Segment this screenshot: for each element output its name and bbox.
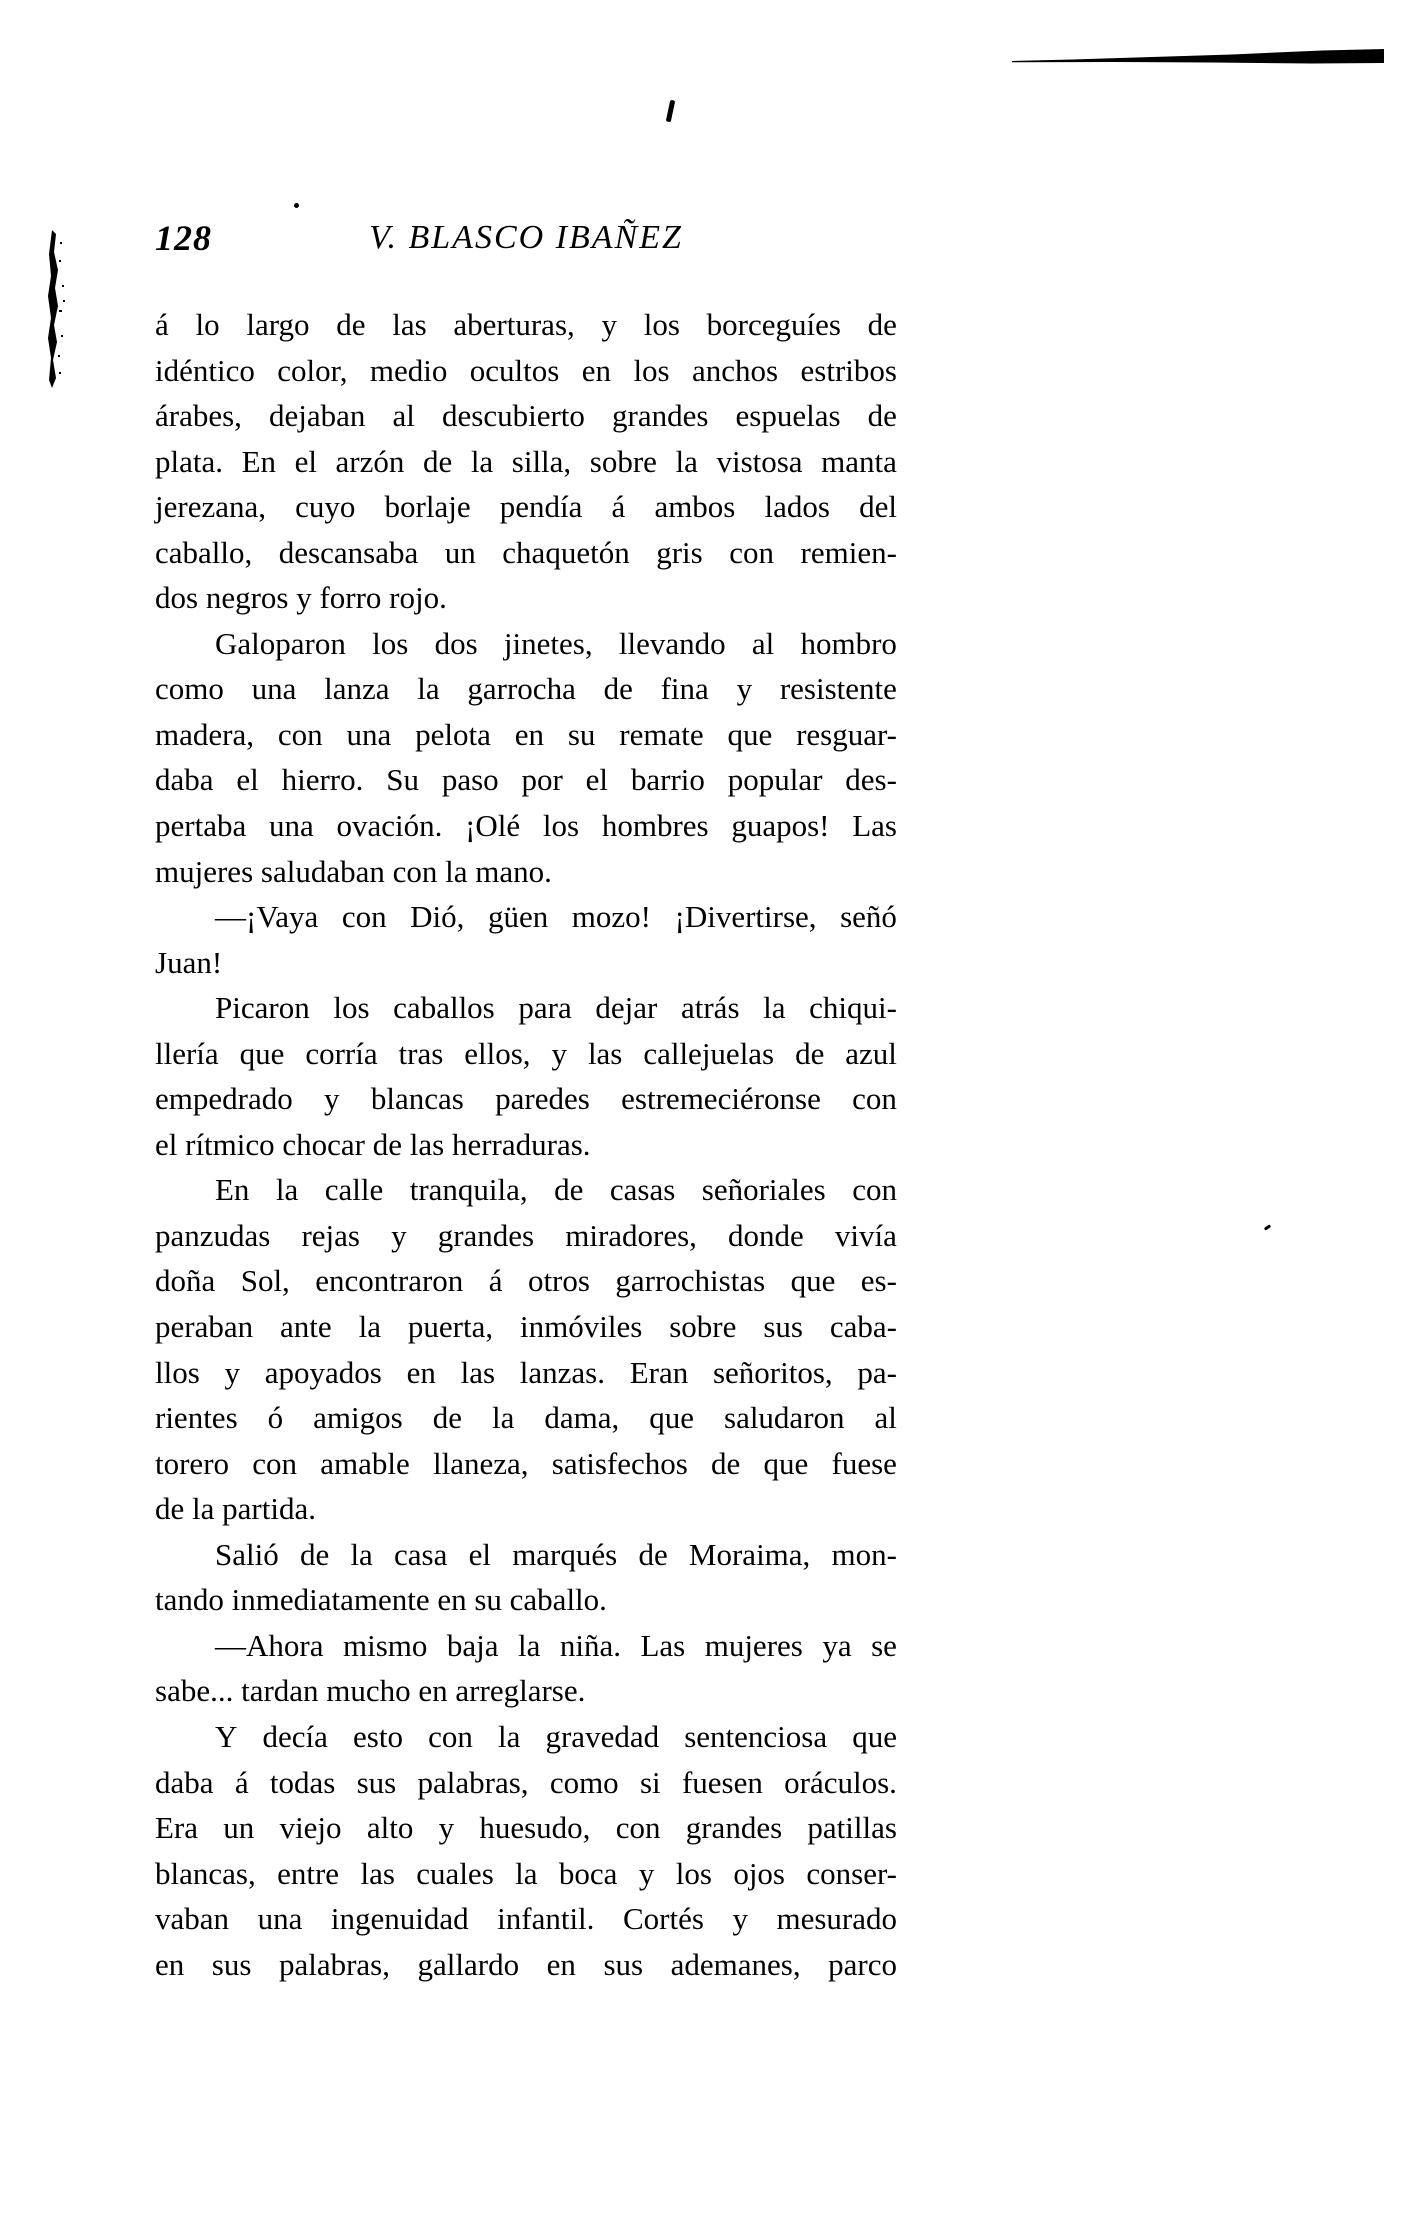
word: de bbox=[432, 1400, 462, 1436]
text-line: sabe... tardan mucho en arreglarse. bbox=[155, 1673, 586, 1709]
word: infantil. bbox=[497, 1901, 595, 1937]
text-line: el rítmico chocar de las herraduras. bbox=[155, 1126, 591, 1162]
text-line bbox=[155, 985, 897, 1031]
running-title: V. BLASCO IBAÑEZ bbox=[369, 219, 683, 256]
scan-speck bbox=[1264, 1224, 1271, 1230]
word: llería bbox=[155, 1035, 219, 1071]
word: á bbox=[234, 1764, 249, 1800]
word: la bbox=[675, 443, 698, 479]
word: tras bbox=[398, 1035, 444, 1071]
word: que bbox=[763, 1445, 809, 1481]
text-line bbox=[155, 1441, 897, 1487]
word: con bbox=[341, 899, 387, 935]
word: en bbox=[546, 1946, 576, 1982]
text-line bbox=[155, 530, 897, 576]
word: fina bbox=[660, 671, 709, 707]
word: las bbox=[360, 1855, 395, 1891]
word: sobre bbox=[669, 1309, 737, 1345]
word: arzón bbox=[335, 443, 405, 479]
word: los bbox=[675, 1855, 712, 1891]
word: espuelas bbox=[735, 398, 841, 434]
word: patillas bbox=[807, 1810, 897, 1846]
word: gallardo bbox=[417, 1946, 520, 1982]
word: el bbox=[236, 762, 259, 798]
word: con bbox=[615, 1810, 661, 1846]
word: gris bbox=[656, 534, 703, 570]
text-line bbox=[155, 1258, 897, 1304]
word: en bbox=[581, 352, 612, 388]
text-line bbox=[155, 1395, 897, 1441]
word: todas bbox=[269, 1764, 336, 1800]
word: caba- bbox=[829, 1309, 897, 1345]
word: ante bbox=[280, 1309, 332, 1345]
word: otros bbox=[527, 1263, 590, 1299]
word: corría bbox=[305, 1035, 378, 1071]
word: En bbox=[215, 1172, 250, 1208]
word: fuesen bbox=[681, 1764, 763, 1800]
text-line bbox=[155, 1350, 897, 1396]
word: llaneza, bbox=[433, 1445, 529, 1481]
word: doña bbox=[155, 1263, 216, 1299]
word: chiqui- bbox=[809, 990, 897, 1026]
word: la bbox=[275, 1172, 299, 1208]
word: grandes bbox=[612, 398, 709, 434]
word: á bbox=[611, 489, 626, 525]
word: si bbox=[639, 1764, 661, 1800]
word: las bbox=[587, 1035, 623, 1071]
word: color, bbox=[277, 352, 348, 388]
word: Sol, bbox=[240, 1263, 290, 1299]
text-line bbox=[155, 1076, 897, 1122]
text-line bbox=[155, 666, 897, 712]
body-text bbox=[155, 302, 897, 1987]
word: barrio bbox=[630, 762, 705, 798]
word: puerta, bbox=[407, 1309, 494, 1345]
word: ademanes, bbox=[670, 1946, 801, 1982]
word: que bbox=[790, 1263, 836, 1299]
word: el bbox=[585, 762, 609, 798]
word: garrochistas bbox=[615, 1263, 766, 1299]
word: mujeres bbox=[704, 1627, 803, 1663]
word: borlaje bbox=[384, 489, 471, 525]
word: un bbox=[223, 1810, 255, 1846]
text-line bbox=[155, 1942, 897, 1988]
word: en bbox=[406, 1354, 436, 1390]
word: su bbox=[567, 716, 596, 752]
page-number: 128 bbox=[155, 218, 212, 258]
word: es- bbox=[860, 1263, 897, 1299]
word: vivía bbox=[834, 1217, 897, 1253]
text-line bbox=[155, 712, 897, 758]
word: peraban bbox=[155, 1309, 254, 1345]
word: y bbox=[638, 1855, 655, 1891]
word: ¡Olé bbox=[465, 808, 521, 844]
word: los bbox=[372, 625, 409, 661]
word: se bbox=[871, 1627, 897, 1663]
word: resistente bbox=[779, 671, 897, 707]
scan-tick-mark bbox=[666, 100, 675, 123]
word: lo bbox=[195, 307, 220, 342]
word: de bbox=[867, 307, 897, 342]
word: Las bbox=[640, 1627, 686, 1663]
text-line bbox=[155, 1714, 897, 1760]
page-header bbox=[155, 216, 897, 262]
word: dama, bbox=[544, 1400, 620, 1436]
word: palabras, bbox=[278, 1946, 390, 1982]
word: —Ahora bbox=[215, 1627, 324, 1663]
word: niña. bbox=[559, 1627, 621, 1663]
word: estribos bbox=[800, 352, 897, 388]
word: y bbox=[732, 1901, 748, 1937]
word: Dió, bbox=[410, 899, 465, 935]
word: largo bbox=[246, 307, 310, 342]
word: con bbox=[252, 1445, 298, 1481]
word: y bbox=[324, 1081, 340, 1117]
word: decía bbox=[262, 1718, 328, 1754]
scan-streak-top-right bbox=[1012, 46, 1384, 66]
word: En bbox=[241, 443, 277, 479]
word: un bbox=[444, 534, 476, 570]
word: ocultos bbox=[469, 352, 560, 388]
word: pendía bbox=[499, 489, 583, 525]
word: satisfechos bbox=[551, 1445, 688, 1481]
word: dejar bbox=[595, 990, 658, 1026]
word: lanzas. bbox=[519, 1354, 605, 1390]
word: guapos! bbox=[731, 808, 830, 844]
word: en bbox=[514, 716, 544, 752]
word: rejas bbox=[301, 1217, 360, 1253]
word: los bbox=[643, 307, 680, 342]
word: Picaron bbox=[215, 990, 310, 1026]
word: y bbox=[601, 307, 617, 342]
word: para bbox=[518, 990, 572, 1026]
word: hombro bbox=[800, 625, 897, 661]
word: la bbox=[358, 1309, 381, 1345]
word: en bbox=[155, 1946, 185, 1982]
text-line bbox=[155, 803, 897, 849]
word: vaban bbox=[155, 1901, 230, 1937]
word: amable bbox=[320, 1445, 410, 1481]
word: torero bbox=[155, 1445, 230, 1481]
word: de bbox=[554, 1172, 584, 1208]
word: resguar- bbox=[796, 716, 897, 752]
word: lados bbox=[764, 489, 830, 525]
word: el bbox=[294, 443, 317, 479]
word: lanza bbox=[324, 671, 390, 707]
word: de bbox=[603, 671, 633, 707]
word: que bbox=[727, 716, 773, 752]
word: gravedad bbox=[545, 1718, 660, 1754]
word: parco bbox=[828, 1946, 897, 1982]
word: y bbox=[551, 1035, 567, 1071]
word: garrocha bbox=[467, 671, 576, 707]
word: la bbox=[515, 1855, 538, 1891]
word: hierro. bbox=[281, 762, 364, 798]
word: —¡Vaya bbox=[215, 899, 319, 935]
word: ovación. bbox=[336, 808, 443, 844]
word: Era bbox=[155, 1810, 199, 1846]
word: ó bbox=[267, 1400, 284, 1436]
word: la bbox=[517, 1627, 541, 1663]
word: viejo bbox=[279, 1810, 342, 1846]
word: grandes bbox=[685, 1810, 783, 1846]
word: la bbox=[470, 443, 494, 479]
word: los bbox=[633, 352, 670, 388]
word: los bbox=[542, 808, 580, 844]
word: mismo bbox=[342, 1627, 428, 1663]
text-line bbox=[155, 757, 897, 803]
word: y bbox=[391, 1217, 407, 1253]
word: tranquila, bbox=[409, 1172, 528, 1208]
word: oráculos. bbox=[784, 1764, 897, 1800]
word: que bbox=[649, 1400, 694, 1436]
word: sus bbox=[603, 1946, 644, 1982]
word: des- bbox=[845, 762, 897, 798]
word: casa bbox=[394, 1536, 448, 1572]
word: dejaban bbox=[269, 398, 366, 434]
word: la bbox=[497, 1718, 521, 1754]
word: ambos bbox=[654, 489, 736, 525]
word: blancas bbox=[370, 1081, 464, 1117]
text-line bbox=[155, 1532, 897, 1578]
word: ya bbox=[822, 1627, 852, 1663]
word: de bbox=[795, 1035, 825, 1071]
word: sobre bbox=[589, 443, 657, 479]
word: ingenuidad bbox=[330, 1901, 469, 1937]
word: de bbox=[638, 1536, 668, 1572]
word: remien- bbox=[800, 534, 897, 570]
word: calle bbox=[324, 1172, 384, 1208]
text-line bbox=[155, 1896, 897, 1942]
word: donde bbox=[728, 1217, 804, 1253]
word: sentenciosa bbox=[684, 1718, 828, 1754]
text-line bbox=[155, 1623, 897, 1669]
word: rientes bbox=[155, 1400, 238, 1436]
word: encontraron bbox=[315, 1263, 464, 1299]
word: descansaba bbox=[278, 534, 419, 570]
word: con bbox=[729, 534, 775, 570]
word: Cortés bbox=[622, 1901, 704, 1937]
word: al bbox=[874, 1400, 897, 1436]
word: caballo, bbox=[155, 534, 253, 570]
text-line bbox=[155, 302, 897, 348]
word: de bbox=[867, 398, 897, 434]
word: Las bbox=[852, 808, 897, 844]
word: señoritos, bbox=[712, 1354, 833, 1390]
word: las bbox=[392, 307, 427, 342]
word: jinetes, bbox=[503, 625, 593, 661]
text-line bbox=[155, 1304, 897, 1350]
word: á bbox=[488, 1263, 503, 1299]
text-line bbox=[155, 1805, 897, 1851]
word: popular bbox=[727, 762, 823, 798]
word: huesudo, bbox=[479, 1810, 591, 1846]
word: daba bbox=[155, 1764, 214, 1800]
word: ellos, bbox=[464, 1035, 531, 1071]
word: apoyados bbox=[264, 1354, 382, 1390]
word: que bbox=[239, 1035, 285, 1071]
word: atrás bbox=[680, 990, 740, 1026]
word: Su bbox=[386, 762, 419, 798]
word: baja bbox=[446, 1627, 499, 1663]
word: con bbox=[852, 1172, 897, 1208]
word: descubierto bbox=[442, 398, 585, 434]
text-line bbox=[155, 621, 897, 667]
word: la bbox=[491, 1400, 515, 1436]
word: esto bbox=[353, 1718, 403, 1754]
word: el bbox=[468, 1536, 491, 1572]
word: fuese bbox=[831, 1445, 897, 1481]
word: sus bbox=[211, 1946, 252, 1982]
word: una bbox=[346, 716, 392, 752]
word: señó bbox=[840, 899, 897, 935]
scan-blot-left-margin bbox=[46, 230, 68, 388]
word: inmóviles bbox=[520, 1309, 643, 1345]
word: pertaba bbox=[155, 808, 247, 844]
word: Galoparon bbox=[215, 625, 346, 661]
word: güen bbox=[487, 899, 549, 935]
word: la bbox=[763, 990, 786, 1026]
word: miradores, bbox=[565, 1217, 697, 1253]
word: anchos bbox=[692, 352, 779, 388]
word: jerezana, bbox=[155, 489, 266, 525]
text-line bbox=[155, 1760, 897, 1806]
word: callejuelas bbox=[643, 1035, 775, 1071]
word: medio bbox=[369, 352, 448, 388]
word: los bbox=[333, 990, 370, 1026]
word: y bbox=[736, 671, 753, 707]
word: chaquetón bbox=[502, 534, 630, 570]
word: conser- bbox=[806, 1855, 897, 1891]
word: con bbox=[852, 1081, 897, 1117]
word: dos bbox=[434, 625, 478, 661]
word: plata. bbox=[155, 443, 223, 479]
word: azul bbox=[845, 1035, 897, 1071]
word: la bbox=[350, 1536, 373, 1572]
word: llos bbox=[155, 1354, 200, 1390]
text-line: de la partida. bbox=[155, 1491, 316, 1527]
word: manta bbox=[821, 443, 897, 479]
word: árabes, bbox=[155, 398, 242, 434]
word: caballos bbox=[393, 990, 495, 1026]
word: ojos bbox=[733, 1855, 785, 1891]
text-line bbox=[155, 1167, 897, 1213]
text-line bbox=[155, 484, 897, 530]
word: saludaron bbox=[724, 1400, 845, 1436]
word: alto bbox=[366, 1810, 414, 1846]
word: como bbox=[549, 1764, 619, 1800]
word: pa- bbox=[857, 1354, 897, 1390]
word: las bbox=[460, 1354, 496, 1390]
word: Moraima, bbox=[688, 1536, 811, 1572]
text-line: dos negros y forro rojo. bbox=[155, 580, 447, 616]
word: y bbox=[224, 1354, 241, 1390]
word: con bbox=[428, 1718, 473, 1754]
word: aberturas, bbox=[453, 307, 575, 342]
text-line bbox=[155, 393, 897, 439]
word: la bbox=[417, 671, 440, 707]
word: Y bbox=[215, 1718, 238, 1754]
word: de bbox=[422, 443, 453, 479]
word: madera, bbox=[155, 716, 254, 752]
text-line bbox=[155, 894, 897, 940]
word: por bbox=[521, 762, 563, 798]
word: á bbox=[155, 307, 169, 342]
word: de bbox=[711, 1445, 741, 1481]
text-line bbox=[155, 1031, 897, 1077]
word: silla, bbox=[511, 443, 572, 479]
word: amigos bbox=[313, 1400, 403, 1436]
word: blancas, bbox=[155, 1855, 256, 1891]
word: idéntico bbox=[155, 352, 255, 388]
word: estremeciéronse bbox=[621, 1081, 821, 1117]
word: cuyo bbox=[295, 489, 356, 525]
text-line: tando inmediatamente en su caballo. bbox=[155, 1582, 607, 1618]
word: como bbox=[155, 671, 224, 707]
word: señoriales bbox=[701, 1172, 826, 1208]
text-line bbox=[155, 1213, 897, 1259]
word: mesurado bbox=[776, 1901, 897, 1937]
word: paredes bbox=[495, 1081, 590, 1117]
word: una bbox=[257, 1901, 303, 1937]
word: paso bbox=[441, 762, 499, 798]
word: casas bbox=[609, 1172, 676, 1208]
word: vistosa bbox=[716, 443, 803, 479]
word: empedrado bbox=[155, 1081, 293, 1117]
word: una bbox=[268, 808, 314, 844]
text-line bbox=[155, 348, 897, 394]
word: remate bbox=[619, 716, 704, 752]
word: mozo! bbox=[571, 899, 651, 935]
word: pelota bbox=[415, 716, 491, 752]
word: Eran bbox=[629, 1354, 689, 1390]
word: llevando bbox=[618, 625, 726, 661]
word: marqués bbox=[512, 1536, 618, 1572]
word: palabras, bbox=[417, 1764, 529, 1800]
word: al bbox=[751, 625, 775, 661]
text-line bbox=[155, 1851, 897, 1897]
scan-dot bbox=[294, 203, 299, 208]
word: con bbox=[277, 716, 323, 752]
word: una bbox=[251, 671, 297, 707]
word: de bbox=[299, 1536, 330, 1572]
word: cuales bbox=[416, 1855, 494, 1891]
word: que bbox=[852, 1718, 897, 1754]
word: borceguíes bbox=[706, 307, 841, 342]
word: sus bbox=[763, 1309, 803, 1345]
word: de bbox=[336, 307, 366, 342]
text-line bbox=[155, 439, 897, 485]
text-line: mujeres saludaban con la mano. bbox=[155, 853, 552, 889]
word: ¡Divertirse, bbox=[674, 899, 817, 935]
word: daba bbox=[155, 762, 214, 798]
word: grandes bbox=[437, 1217, 535, 1253]
word: del bbox=[859, 489, 897, 525]
word: hombres bbox=[601, 808, 709, 844]
word: sus bbox=[356, 1764, 397, 1800]
word: mon- bbox=[831, 1536, 897, 1572]
text-line: Juan! bbox=[155, 944, 223, 980]
word: y bbox=[438, 1810, 455, 1846]
word: boca bbox=[558, 1855, 618, 1891]
word: Salió bbox=[215, 1536, 279, 1572]
word: al bbox=[392, 398, 415, 434]
word: entre bbox=[277, 1855, 340, 1891]
word: panzudas bbox=[155, 1217, 271, 1253]
